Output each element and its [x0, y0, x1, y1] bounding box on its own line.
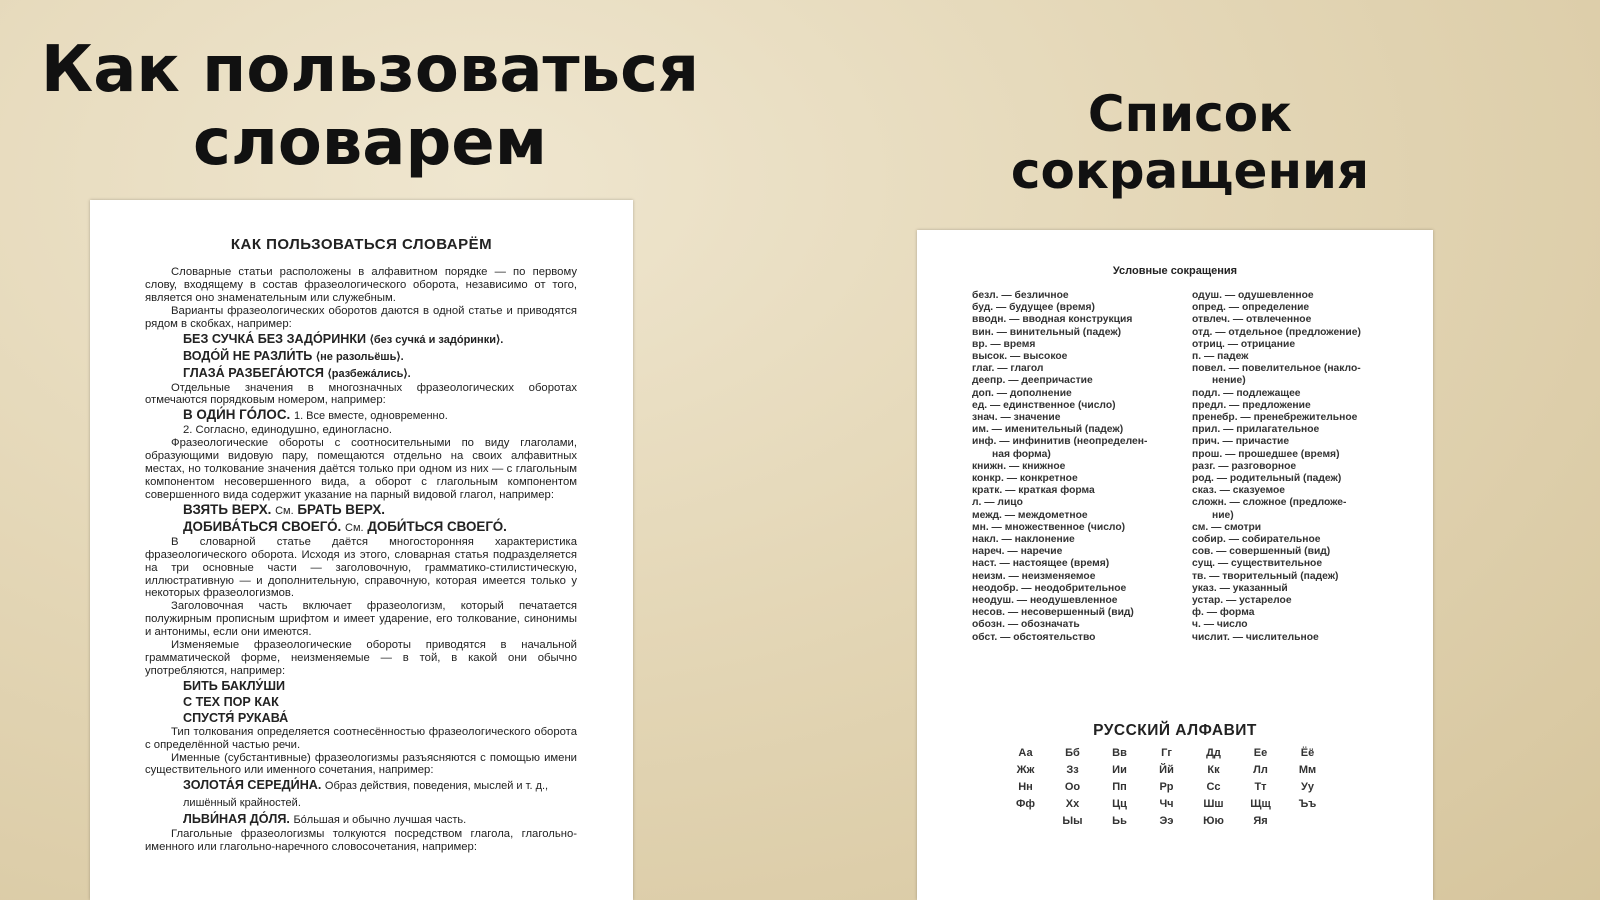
alphabet-heading: РУССКИЙ АЛФАВИТ: [1093, 722, 1257, 739]
abbreviation-item: ние): [1212, 509, 1234, 521]
abbreviation-item: устар. — устарелое: [1192, 595, 1292, 607]
abbreviation-item: повел. — повелительное (накло-: [1192, 363, 1361, 375]
abbreviation-item: несов. — несовершенный (вид): [972, 607, 1134, 619]
abbreviations-page: [917, 230, 1433, 900]
example-entry: [145, 365, 577, 382]
abbreviation-item: вводн. — вводная конструкция: [972, 314, 1133, 326]
entry-definition: 1. Все вместе, одновременно.: [293, 410, 448, 423]
alphabet-letter: Яя: [1253, 815, 1268, 827]
abbreviation-item: подл. — подлежащее: [1192, 387, 1301, 399]
entry-reference: ДОБИ́ТЬСЯ СВОЕГО́.: [367, 518, 507, 534]
abbreviation-item: знач. — значение: [972, 412, 1061, 424]
paragraph: Именные (субстантивные) фразеологизмы разъясняются с помощью имени существительного или именного сочетания, например:: [145, 751, 577, 777]
alphabet-letter: Нн: [1018, 781, 1033, 793]
abbreviation-item: предл. — предложение: [1192, 399, 1311, 411]
entry-headword: В ОДИ́Н ГО́ЛОС.: [183, 407, 291, 423]
abbreviation-item: сущ. — существительное: [1192, 558, 1323, 570]
alphabet-letter: Фф: [1015, 798, 1035, 810]
abbreviations-column-right: [1192, 290, 1402, 644]
abbreviation-item: вин. — винительный (падеж): [972, 326, 1122, 338]
abbreviation-item: нение): [1212, 375, 1246, 387]
abbreviation-item: прил. — прилагательное: [1192, 424, 1320, 436]
entry-definition: Образ действия, поведения, мыслей и т. д., лишённый крайностей.: [183, 780, 549, 810]
entry-variant: ⟨разбежа́лись⟩.: [327, 367, 411, 380]
abbreviation-item: книжн. — книжное: [972, 460, 1066, 472]
alphabet-letter: Ъъ: [1298, 798, 1317, 810]
abbreviation-item: род. — родительный (падеж): [1192, 473, 1342, 485]
abbreviation-item: буд. — будущее (время): [972, 302, 1095, 314]
alphabet-letter: Пп: [1112, 781, 1127, 793]
abbreviation-item: межд. — междометное: [972, 509, 1088, 521]
alphabet-letter: Хх: [1065, 798, 1080, 810]
abbreviation-item: прич. — причастие: [1192, 436, 1290, 448]
abbreviation-item: собир. — собирательное: [1192, 534, 1321, 546]
alphabet-letter: Тт: [1254, 781, 1267, 793]
alphabet-letter: Зз: [1066, 764, 1079, 776]
paragraph: Словарные статьи расположены в алфавитном порядке — по первому слову, входящему в состав фразеологического оборота, независимо от того, является оно знаменательным или служебным.: [145, 266, 577, 304]
alphabet-letter: Рр: [1159, 781, 1174, 793]
example-entry: С ТЕХ ПОР КАК: [183, 694, 279, 709]
alphabet-grid: [1002, 747, 1352, 827]
example-entry: БИТЬ БАКЛУ́ШИ: [183, 678, 286, 693]
entry-see: См.: [345, 521, 364, 534]
alphabet-letter: Оо: [1064, 781, 1081, 793]
paragraph: Глагольные фразеологизмы толкуются посредством глагола, глагольно-именного или глагольно-наречного словосочетания, например:: [145, 828, 577, 854]
abbreviation-item: отвлеч. — отвлеченное: [1192, 314, 1312, 326]
abbreviation-item: пренебр. — пренебрежительное: [1192, 412, 1358, 424]
example-entry: [145, 331, 577, 348]
example-entry: [145, 348, 577, 365]
entry-variant: ⟨без сучка́ и задо́ринки⟩.: [369, 333, 504, 346]
alphabet-letter: Шш: [1203, 798, 1224, 810]
abbreviation-item: опред. — определение: [1192, 302, 1310, 314]
example-entry: [145, 502, 577, 519]
entry-headword: ЗОЛОТА́Я СЕРЕДИ́НА.: [183, 778, 322, 793]
abbreviation-item: ч. — число: [1192, 619, 1248, 631]
slide-title-right: Список сокращения: [1010, 85, 1370, 200]
alphabet-letter: Сс: [1206, 781, 1221, 793]
entry-reference: БРАТЬ ВЕРХ.: [297, 501, 385, 517]
alphabet-letter: Ёё: [1300, 747, 1315, 759]
example-entry: СПУСТЯ́ РУКАВА́: [183, 710, 289, 725]
abbreviation-item: ф. — форма: [1192, 607, 1255, 619]
abbreviation-item: указ. — указанный: [1192, 582, 1288, 594]
abbreviation-item: накл. — наклонение: [972, 534, 1075, 546]
abbreviation-item: отриц. — отрицание: [1192, 338, 1296, 350]
alphabet-letter: Ьь: [1112, 815, 1127, 827]
abbreviation-item: сложн. — сложное (предложе-: [1192, 497, 1347, 509]
abbreviation-item: им. — именительный (падеж): [972, 424, 1124, 436]
alphabet-letter: Ыы: [1062, 815, 1083, 827]
abbreviation-item: нареч. — наречие: [972, 546, 1063, 558]
abbreviation-item: обст. — обстоятельство: [972, 631, 1096, 643]
example-entry: [145, 777, 577, 811]
abbreviation-item: отд. — отдельное (предложение): [1192, 326, 1361, 338]
entry-definition: 2. Согласно, единодушно, единогласно.: [183, 424, 393, 437]
abbreviation-item: разг. — разговорное: [1192, 460, 1297, 472]
abbreviation-item: сказ. — сказуемое: [1192, 485, 1286, 497]
alphabet-letter: Уу: [1301, 781, 1314, 793]
abbreviation-item: кратк. — краткая форма: [972, 485, 1095, 497]
alphabet-letter: Лл: [1253, 764, 1268, 776]
entry-headword: ГЛАЗА́ РАЗБЕГА́ЮТСЯ: [183, 365, 324, 380]
paragraph: Заголовочная часть включает фразеологизм, который печатается полужирным прописным шрифтом и имеет ударение, его толкование, синонимы и антонимы, если они имеются.: [145, 600, 577, 639]
abbreviation-item: ная форма): [992, 448, 1051, 460]
abbreviation-item: высок. — высокое: [972, 351, 1068, 363]
entry-headword: ВЗЯТЬ ВЕРХ.: [183, 501, 272, 517]
abbreviation-item: см. — смотри: [1192, 521, 1262, 533]
abbreviation-item: прош. — прошедшее (время): [1192, 448, 1340, 460]
alphabet-letter: Аа: [1018, 747, 1033, 759]
abbreviation-item: деепр. — деепричастие: [972, 375, 1093, 387]
paragraph: Изменяемые фразеологические обороты приводятся в начальной грамматической форме, неизменяемые — в той, в какой они обычно употребляются, например:: [145, 639, 577, 677]
abbreviation-item: л. — лицо: [972, 497, 1023, 509]
alphabet-letter: Ээ: [1159, 815, 1174, 827]
abbreviation-item: мн. — множественное (число): [972, 521, 1126, 533]
instructions-heading: КАК ПОЛЬЗОВАТЬСЯ СЛОВАРЁМ: [230, 236, 493, 253]
entry-headword: БЕЗ СУЧКА́ БЕЗ ЗАДО́РИНКИ: [183, 331, 367, 346]
abbreviation-item: безл. — безличное: [972, 290, 1069, 301]
abbreviation-item: тв. — творительный (падеж): [1192, 570, 1339, 582]
entry-headword: ВОДО́Й НЕ РАЗЛИ́ТЬ: [183, 348, 313, 363]
entry-headword: ЛЬВИ́НАЯ ДО́ЛЯ.: [183, 812, 290, 827]
slide-title-left: Как пользоваться словарем: [40, 33, 700, 180]
abbreviations-column-left: [972, 290, 1172, 644]
abbreviation-item: ед. — единственное (число): [972, 399, 1116, 411]
abbreviation-item: вр. — время: [972, 338, 1036, 350]
abbreviation-item: обозн. — обозначать: [972, 619, 1080, 631]
paragraph: Варианты фразеологических оборотов даются в одной статье и приводятся рядом в скобках, например:: [145, 304, 577, 330]
entry-variant: ⟨не разольёшь⟩.: [315, 350, 404, 363]
alphabet-letter: Цц: [1112, 798, 1127, 810]
alphabet-letter: Ее: [1253, 747, 1268, 759]
paragraph: Фразеологические обороты с соотносительными по виду глаголами, образующими видовую пару, помещаются отдельно на своих алфавитных местах, но толкование значения даётся только при одном из них — с глагольным компонентом несовершенного вида, а оборот с глагольным компонентом совершенного вида содержит указание на парный видовой глагол, например:: [145, 437, 577, 501]
abbreviation-item: доп. — дополнение: [972, 387, 1072, 399]
abbreviation-item: п. — падеж: [1192, 351, 1249, 363]
paragraph: Тип толкования определяется соотнесённостью фразеологического оборота с определённой частью речи.: [145, 725, 577, 751]
alphabet-letter: Щщ: [1250, 798, 1271, 810]
alphabet-letter: Гг: [1161, 747, 1172, 759]
abbreviation-item: неизм. — неизменяемое: [972, 570, 1096, 582]
paragraph: Отдельные значения в многозначных фразеологических оборотах отмечаются порядковым номером, например:: [145, 381, 577, 407]
alphabet-letter: Йй: [1159, 764, 1174, 776]
instructions-body: [145, 266, 577, 854]
alphabet-letter: Вв: [1112, 747, 1127, 759]
abbreviation-item: инф. — инфинитив (неопределен-: [972, 436, 1148, 448]
example-entry: [145, 519, 577, 536]
paragraph: В словарной статье даётся многосторонняя характеристика фразеологического оборота. Исходя из этого, словарная статья подразделяется на три основные части — заголовочную, грамматико-стилистическую, иллюстративную — и дополнительную, справочную, которая имеется только у некоторых фразеологизмов.: [145, 535, 577, 600]
alphabet-letter: Мм: [1298, 764, 1317, 776]
abbreviation-item: конкр. — конкретное: [972, 473, 1078, 485]
abbreviation-item: неодуш. — неодушевленное: [972, 595, 1118, 607]
dictionary-instructions-page: [90, 200, 633, 900]
abbreviation-item: числит. — числительное: [1192, 631, 1319, 643]
alphabet-letter: Дд: [1206, 747, 1221, 759]
alphabet-letter: Ии: [1112, 764, 1127, 776]
abbreviation-item: неодобр. — неодобрительное: [972, 582, 1127, 594]
alphabet-letter: Кк: [1207, 764, 1220, 776]
abbreviation-item: глаг. — глагол: [972, 363, 1044, 375]
example-entry: [145, 407, 577, 424]
alphabet-letter: Жж: [1016, 764, 1035, 776]
entry-headword: ДОБИВА́ТЬСЯ СВОЕГО́.: [183, 518, 342, 534]
alphabet-letter: Юю: [1203, 815, 1224, 827]
abbreviations-heading: Условные сокращения: [1112, 265, 1238, 277]
example-entry: [145, 811, 577, 828]
abbreviation-item: одуш. — одушевленное: [1192, 290, 1314, 301]
entry-see: См.: [275, 504, 294, 517]
abbreviation-item: наст. — настоящее (время): [972, 558, 1110, 570]
alphabet-letter: Чч: [1159, 798, 1174, 810]
alphabet-letter: Бб: [1065, 747, 1080, 759]
abbreviation-item: сов. — совершенный (вид): [1192, 546, 1331, 558]
entry-definition: Бо́льшая и обычно лучшая часть.: [293, 814, 467, 827]
